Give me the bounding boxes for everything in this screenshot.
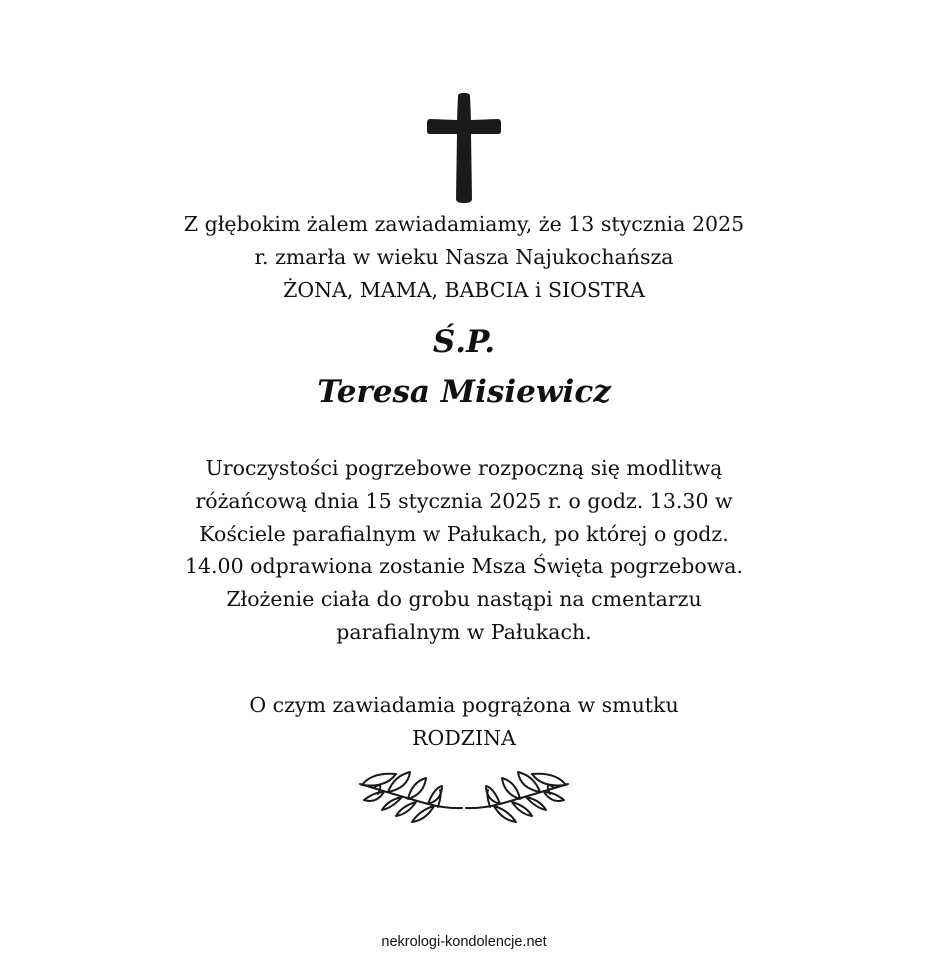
ceremony-paragraph xyxy=(0,452,928,649)
laurel-branches-icon xyxy=(350,764,578,830)
name-prefix: Ś.P. xyxy=(432,324,496,360)
intro-line: Z głębokim żalem zawiadamiamy, że 13 stycznia 2025 xyxy=(183,212,745,236)
deceased-name: Teresa Misiewicz xyxy=(317,374,611,410)
closing-paragraph xyxy=(0,689,928,755)
cross-icon xyxy=(424,92,504,204)
ceremony-line: Złożenie ciała do grobu nastąpi na cmentarzu xyxy=(226,587,702,612)
ceremony-line: parafialnym w Pałukach. xyxy=(336,619,592,644)
intro-line: ŻONA, MAMA, BABCIA i SIOSTRA xyxy=(283,278,645,302)
closing-line: O czym zawiadamia pogrążona w smutku xyxy=(249,693,679,717)
ceremony-line: 14.00 odprawiona zostanie Msza Święta pogrzebowa. xyxy=(184,554,744,579)
family-signature: RODZINA xyxy=(412,726,516,750)
website-footer: nekrologi-kondolencje.net xyxy=(381,934,547,950)
intro-paragraph xyxy=(0,208,928,307)
ceremony-line: Uroczystości pogrzebowe rozpoczną się modlitwą xyxy=(205,456,723,480)
intro-line: r. zmarła w wieku Nasza Najukochańsza xyxy=(254,245,674,269)
ceremony-line: różańcową dnia 15 stycznia 2025 r. o godz. 13.30 w xyxy=(195,488,733,513)
ceremony-line: Kościele parafialnym w Pałukach, po której o godz. xyxy=(199,521,729,546)
